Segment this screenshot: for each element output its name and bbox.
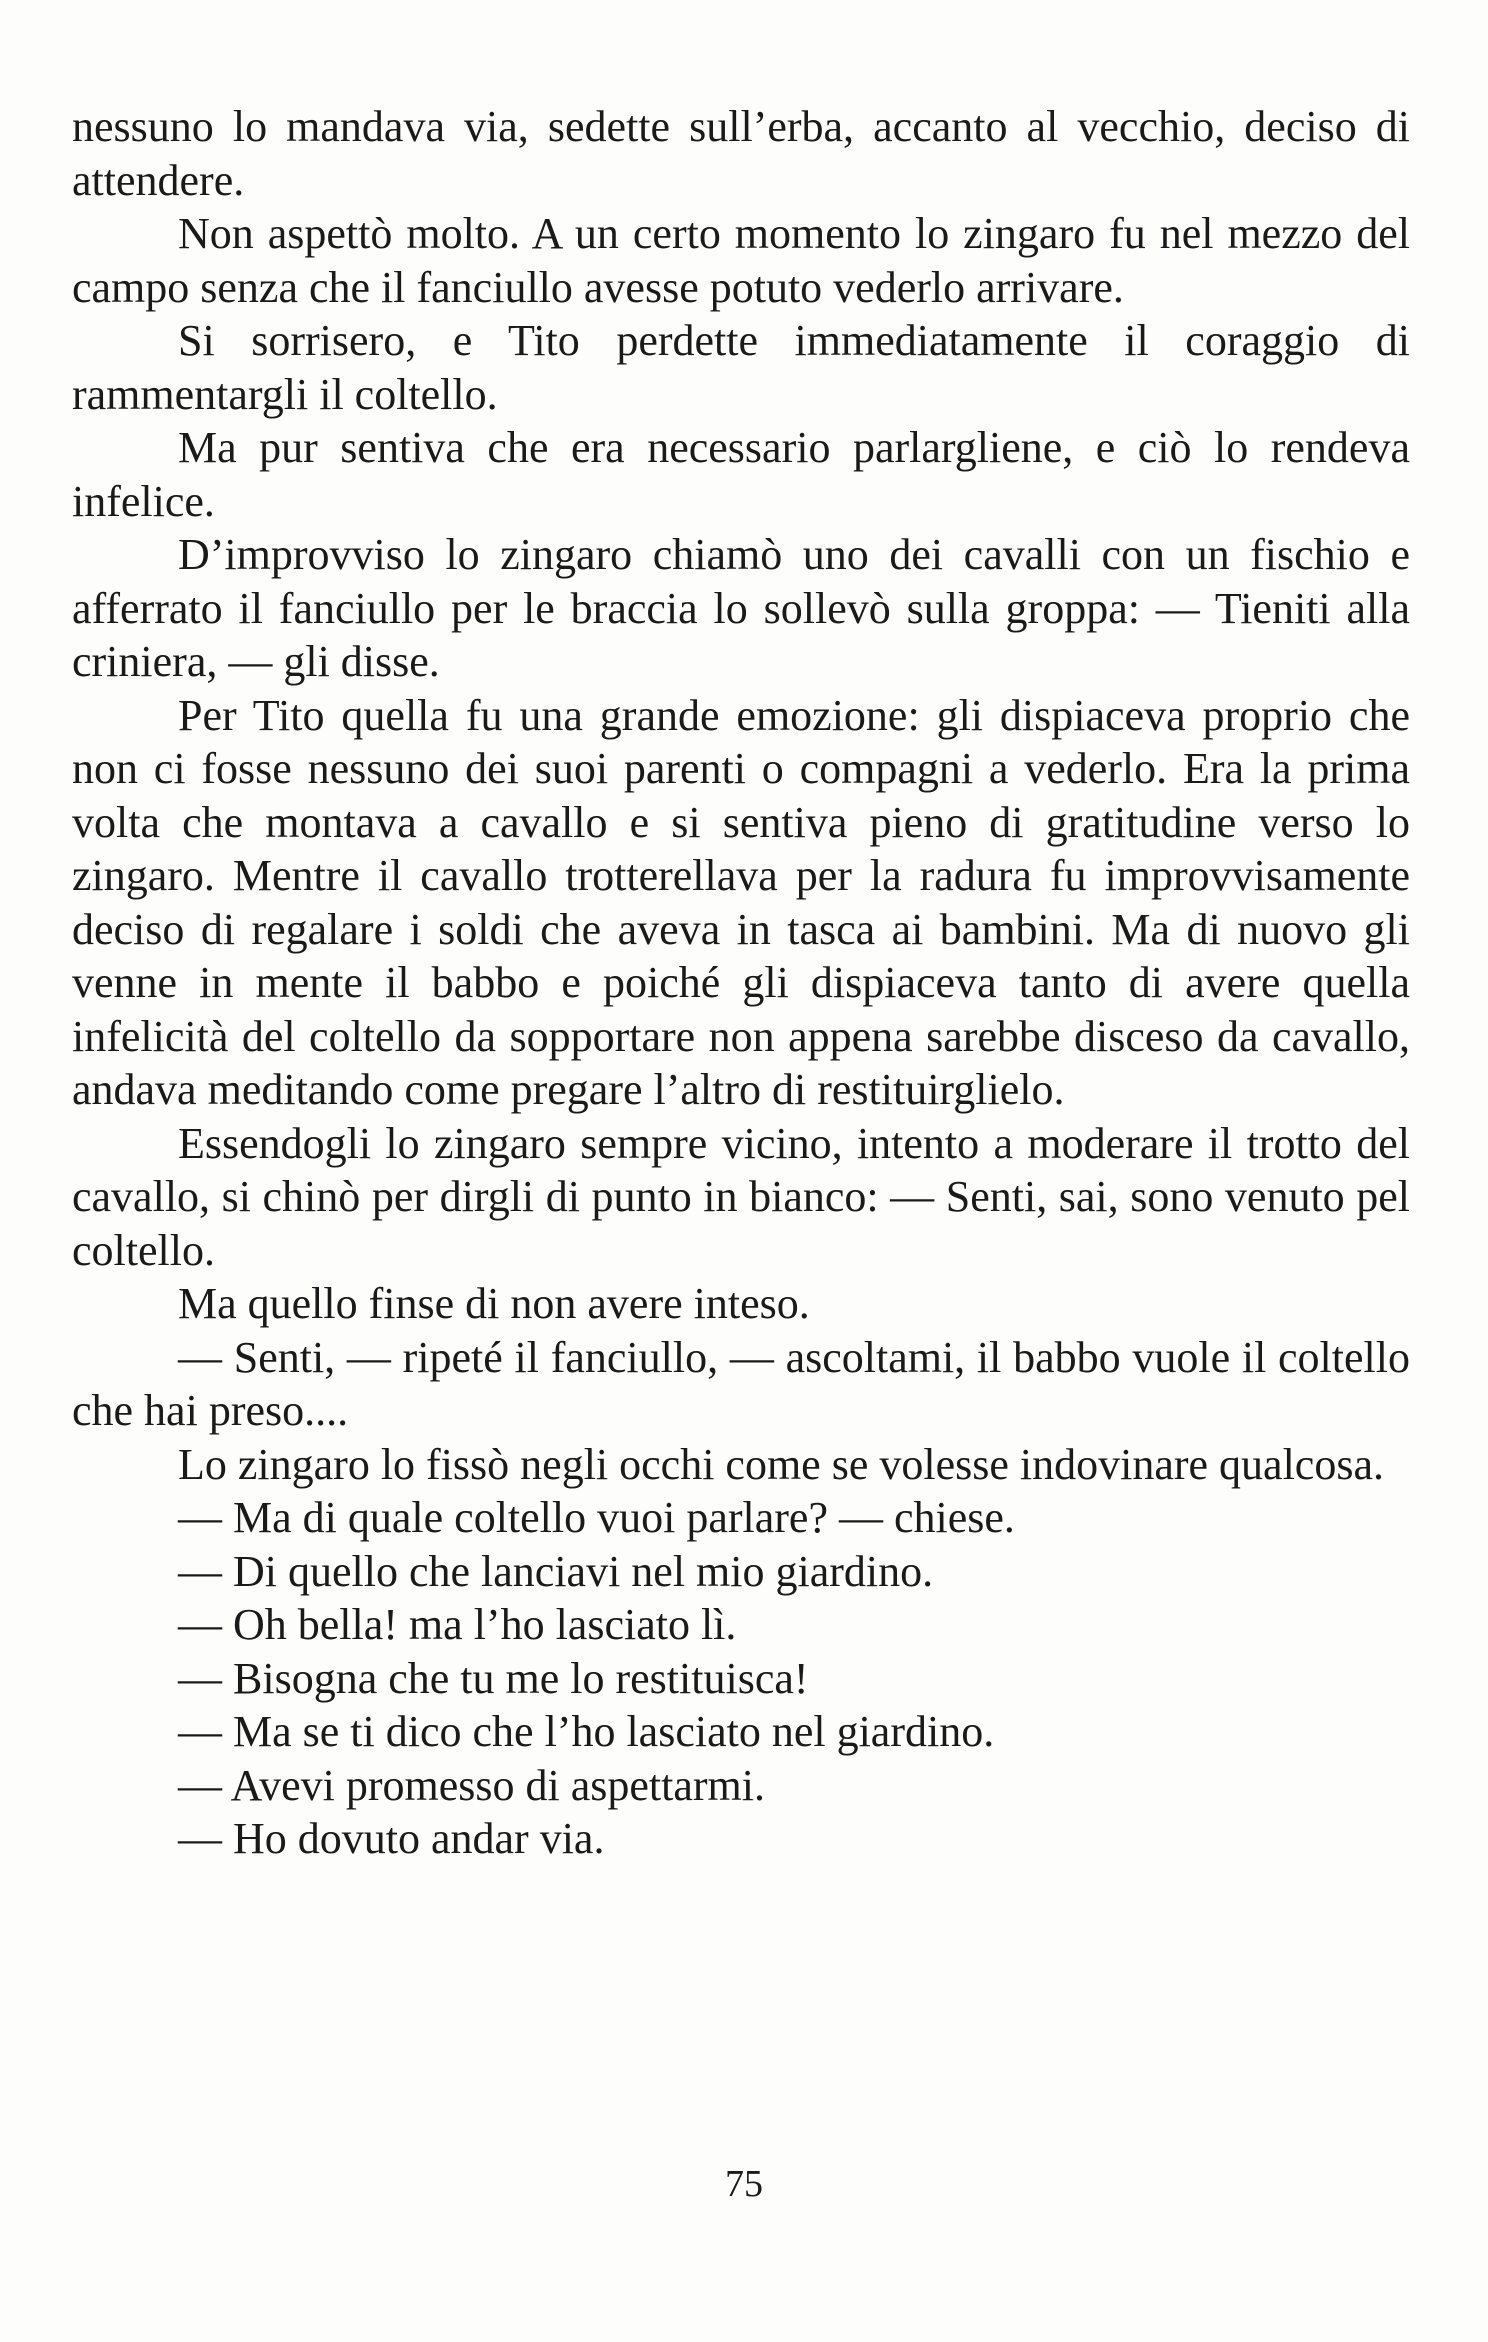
paragraph: D’improvviso lo zingaro chiamò uno dei cavalli con un fischio e afferrato il fanciullo per le braccia lo sollevò sulla groppa: — Tieniti alla criniera, — gli disse. <box>72 530 1410 686</box>
paragraph: Lo zingaro lo fissò negli occhi come se volesse indovinare qualcosa. <box>178 1439 1384 1489</box>
dialogue-line: — Ma se ti dico che l’ho lasciato nel giardino. <box>178 1707 995 1756</box>
paragraph: Ma pur sentiva che era necessario parlargliene, e ciò lo rendeva infelice. <box>72 423 1410 526</box>
paragraph: Non aspettò molto. A un certo momento lo zingaro fu nel mezzo del campo senza che il fanciullo avesse potuto vederlo arrivare. <box>72 209 1410 312</box>
paragraph: nessuno lo mandava via, sedette sull’erba, accanto al vecchio, deciso di attendere. <box>72 102 1410 205</box>
dialogue-line: — Di quello che lanciavi nel mio giardino. <box>178 1546 934 1596</box>
dialogue-line: — Bisogna che tu me lo restituisca! <box>178 1653 809 1703</box>
paragraph: — Senti, — ripeté il fanciullo, — ascoltami, il babbo vuole il coltello che hai preso.... <box>72 1332 1410 1435</box>
page-number: 75 <box>725 2163 763 2205</box>
dialogue-line: — Ho dovuto andar via. <box>178 1814 605 1863</box>
dialogue-line: — Avevi promesso di aspettarmi. <box>178 1760 765 1810</box>
paragraph: Essendogli lo zingaro sempre vicino, intento a moderare il trotto del cavallo, si chinò per dirgli di punto in bianco: — Senti, sai, sono venuto pel coltello. <box>72 1118 1410 1275</box>
body-text <box>72 100 1410 1866</box>
paragraph: Si sorrisero, e Tito perdette immediatamente il coraggio di rammentargli il coltello. <box>72 316 1410 419</box>
dialogue-line: — Oh bella! ma l’ho lasciato lì. <box>178 1600 737 1649</box>
paragraph: Ma quello finse di non avere inteso. <box>178 1279 810 1328</box>
paragraph: Per Tito quella fu una grande emozione: gli dispiaceva proprio che non ci fosse nessuno dei suoi parenti o compagni a vederlo. Era la prima volta che montava a cavallo e si sentiva pieno di gratitudine verso lo zingaro. Mentre il cavallo trotterellava per la radura fu improvvisamente deciso di regalare i soldi che aveva in tasca ai bambini. Ma di nuovo gli venne in mente il babbo e poiché gli dispiaceva tanto di avere quella infelicità del coltello da sopportare non appena sarebbe disceso da cavallo, andava meditando come pregare l’altro di restituirglielo. <box>72 690 1410 1114</box>
dialogue-line: — Ma di quale coltello vuoi parlare? — chiese. <box>178 1493 1015 1542</box>
